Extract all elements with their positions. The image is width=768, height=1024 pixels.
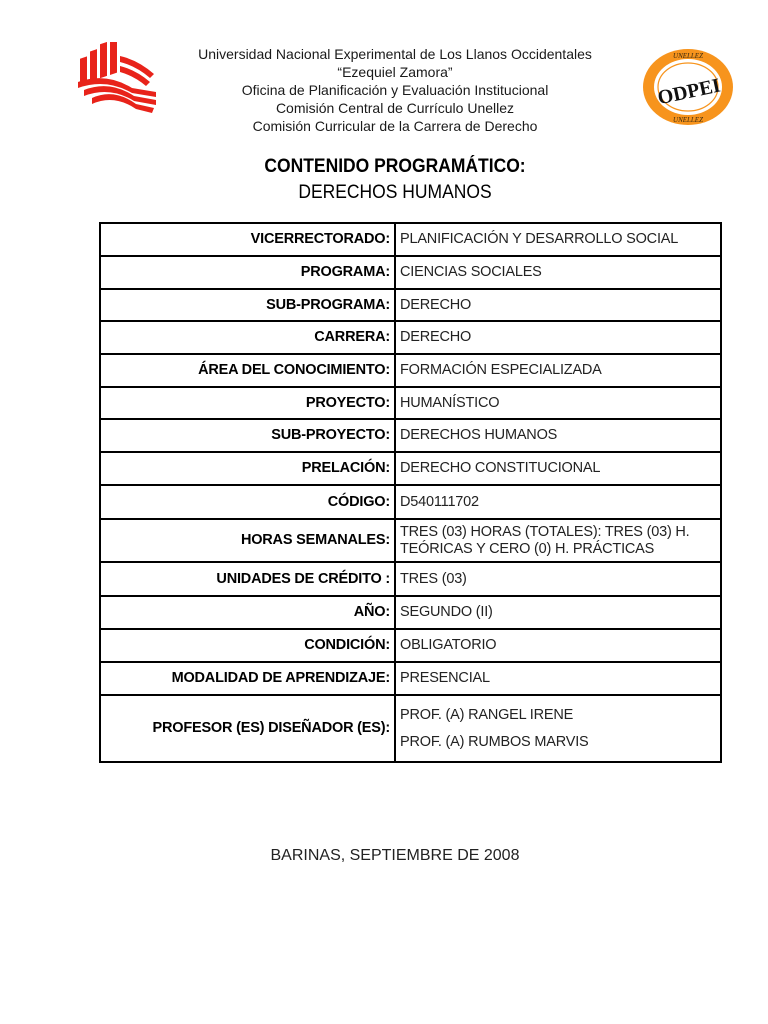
row-value: DERECHO [395,321,721,354]
page-title: CONTENIDO PROGRAMÁTICO: [264,156,526,177]
row-value: DERECHO [395,289,721,321]
row-value: TRES (03) HORAS (TOTALES): TRES (03) H. TEÓRICAS Y CERO (0) H. PRÁCTICAS [395,519,721,562]
row-label: MODALIDAD DE APRENDIZAJE: [100,662,395,695]
row-label: PROYECTO: [100,387,395,419]
row-label: ÁREA DEL CONOCIMIENTO: [100,354,395,387]
row-value: D540111702 [395,485,721,519]
row-value: HUMANÍSTICO [395,387,721,419]
place-date: BARINAS, SEPTIEMBRE DE 2008 [270,847,520,864]
table-row [100,321,721,354]
row-label: PROFESOR (ES) DISEÑADOR (ES): [100,695,395,762]
odpei-seal-icon [640,46,736,128]
table-row [100,662,721,695]
row-label: HORAS SEMANALES: [100,519,395,562]
table-row [100,387,721,419]
seal-bottom-text: UNELLEZ [673,116,703,124]
header-career-commission: Comisión Curricular de la Carrera de Derecho [252,118,538,134]
page-subtitle: DERECHOS HUMANOS [298,182,492,203]
row-label: AÑO: [100,596,395,629]
header-university: Universidad Nacional Experimental de Los Llanos Occidentales [198,46,592,62]
table-row [100,485,721,519]
institution-header [170,45,620,135]
table-row [100,223,721,256]
table-row [100,452,721,485]
row-value: SEGUNDO (II) [395,596,721,629]
row-label: UNIDADES DE CRÉDITO : [100,562,395,596]
row-value: PLANIFICACIÓN Y DESARROLLO SOCIAL [395,223,721,256]
table-row [100,354,721,387]
professor-name: PROF. (A) RANGEL IRENE [400,706,574,723]
table-row [100,629,721,662]
table-row [100,596,721,629]
program-info-table [99,222,722,763]
header-university-name: “Ezequiel Zamora” [337,64,453,80]
row-label: PRELACIÓN: [100,452,395,485]
row-value: DERECHOS HUMANOS [395,419,721,452]
row-label: SUB-PROGRAMA: [100,289,395,321]
row-value: FORMACIÓN ESPECIALIZADA [395,354,721,387]
row-value: TRES (03) [395,562,721,596]
row-value-list [395,695,721,762]
table-row [100,562,721,596]
header-office: Oficina de Planificación y Evaluación Institucional [241,82,549,98]
seal-top-text: UNELLEZ [673,52,703,60]
row-label: PROGRAMA: [100,256,395,289]
row-label: SUB-PROYECTO: [100,419,395,452]
row-value: OBLIGATORIO [395,629,721,662]
header-central-commission: Comisión Central de Currículo Unellez [275,100,515,116]
row-value: DERECHO CONSTITUCIONAL [395,452,721,485]
table-row [100,289,721,321]
row-label: CARRERA: [100,321,395,354]
row-label: CONDICIÓN: [100,629,395,662]
table-row [100,419,721,452]
table-row [100,695,721,762]
row-value: CIENCIAS SOCIALES [395,256,721,289]
row-label: CÓDIGO: [100,485,395,519]
row-value: PRESENCIAL [395,662,721,695]
row-label: VICERRECTORADO: [100,223,395,256]
table-row [100,256,721,289]
table-row [100,519,721,562]
seal-center-text: ODPEI [655,74,723,110]
professor-name: PROF. (A) RUMBOS MARVIS [400,733,589,750]
unellez-striped-logo-icon [76,42,158,114]
